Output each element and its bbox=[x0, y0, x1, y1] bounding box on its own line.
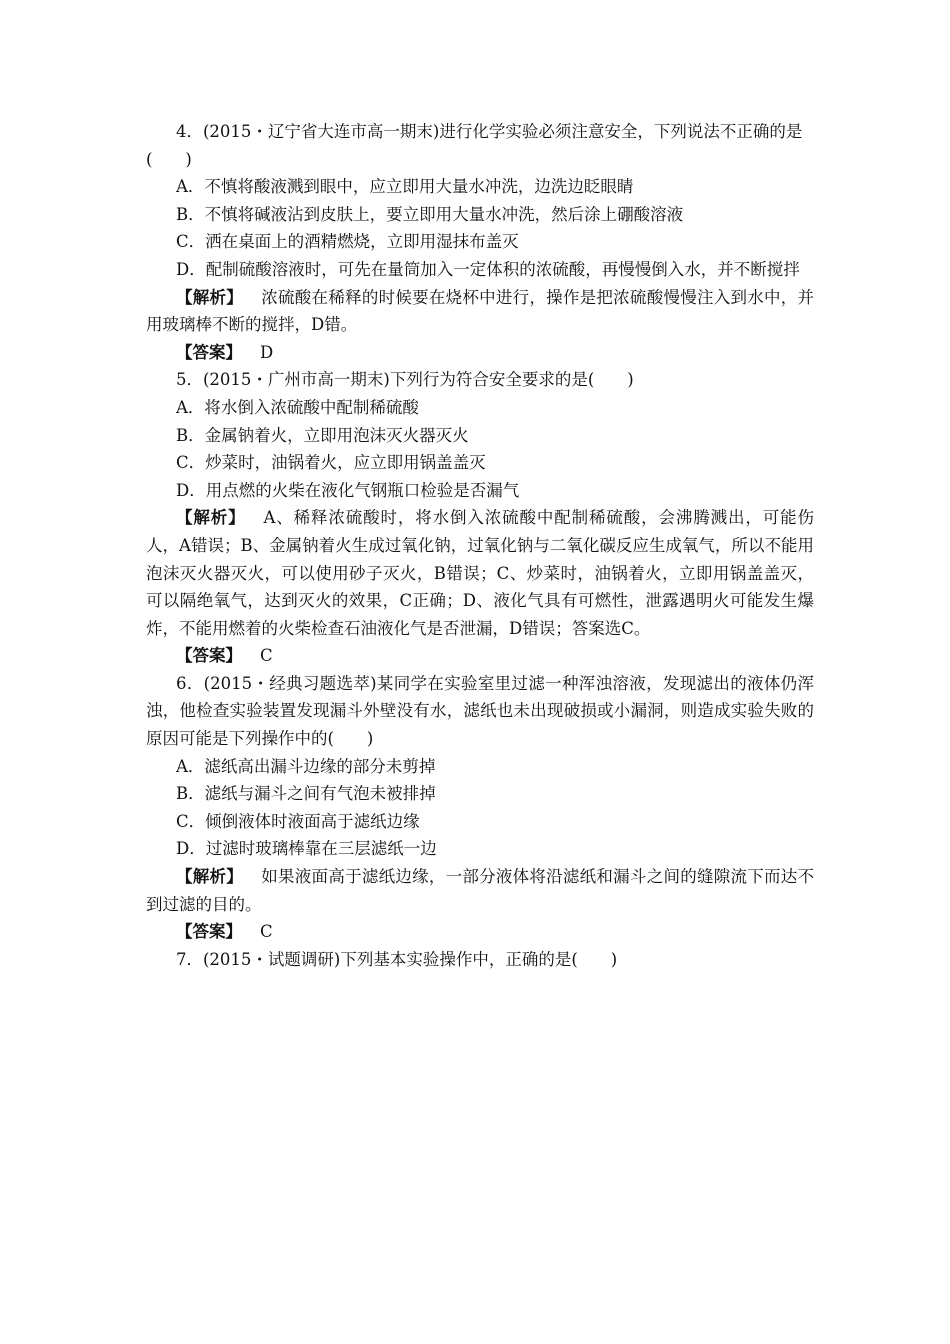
option-d: D．用点燃的火柴在液化气钢瓶口检验是否漏气 bbox=[176, 480, 520, 500]
question-5-stem: 5．(2015・广州市高一期末)下列行为符合安全要求的是( ) bbox=[176, 370, 634, 390]
option-c: C．洒在桌面上的酒精燃烧，立即用湿抹布盖灭 bbox=[176, 232, 519, 252]
document-body bbox=[146, 118, 814, 973]
answer-value: C bbox=[260, 646, 273, 666]
answer-label: 【答案】 bbox=[176, 922, 242, 942]
question-6 bbox=[146, 670, 814, 946]
analysis-block bbox=[146, 504, 814, 642]
answer-label: 【答案】 bbox=[176, 646, 242, 666]
answer-block bbox=[146, 339, 814, 367]
question-4-blank: ( ) bbox=[146, 149, 192, 169]
analysis-text: A、稀释浓硫酸时，将水倒入浓硫酸中配制稀硫酸，会沸腾溅出，可能伤人，A错误；B、金属钠着火生成过氧化钠，过氧化钠与二氧化碳反应生成氧气，所以不能用泡沫灭火器灭火，可以使用砂子灭火，B错误；C、炒菜时，油锅着火，立即用锅盖盖灭，可以隔绝氧气，达到灭火的效果，C正确；D、液化气具有可燃性，泄露遇明火可能发生爆炸，不能用燃着的火柴检查石油液化气是否泄漏，D错误；答案选C。 bbox=[146, 508, 814, 638]
answer-label: 【答案】 bbox=[176, 342, 242, 362]
question-6-stem: 6．(2015・经典习题选萃)某同学在实验室里过滤一种浑浊溶液，发现滤出的液体仍浑浊，他检查实验装置发现漏斗外壁没有水，滤纸也未出现破损或小漏洞，则造成实验失败的原因可能是下列操作中的( ) bbox=[146, 673, 814, 749]
analysis-text: 浓硫酸在稀释的时候要在烧杯中进行，操作是把浓硫酸慢慢注入到水中，并用玻璃棒不断的搅拌，D错。 bbox=[146, 287, 815, 335]
option-a: A．不慎将酸液溅到眼中，应立即用大量水冲洗，边洗边眨眼睛 bbox=[176, 177, 634, 197]
option-c: C．倾倒液体时液面高于滤纸边缘 bbox=[176, 811, 420, 831]
analysis-label: 【解析】 bbox=[176, 287, 244, 307]
analysis-label: 【解析】 bbox=[176, 508, 246, 528]
option-d: D．过滤时玻璃棒靠在三层滤纸一边 bbox=[176, 839, 437, 859]
question-4-stem: 4．(2015・辽宁省大连市高一期末)进行化学实验必须注意安全，下列说法不正确的是 bbox=[176, 122, 803, 141]
question-5 bbox=[146, 366, 814, 670]
answer-block bbox=[146, 918, 814, 946]
question-7-stem: 7．(2015・试题调研)下列基本实验操作中，正确的是( ) bbox=[176, 949, 618, 969]
option-c: C．炒菜时，油锅着火，应立即用锅盖盖灭 bbox=[176, 453, 486, 473]
option-a: A．滤纸高出漏斗边缘的部分未剪掉 bbox=[176, 756, 436, 776]
option-b: B．金属钠着火，立即用泡沫灭火器灭火 bbox=[176, 425, 469, 445]
option-d: D．配制硫酸溶液时，可先在量筒加入一定体积的浓硫酸，再慢慢倒入水，并不断搅拌 bbox=[176, 259, 800, 279]
analysis-block bbox=[146, 863, 814, 918]
answer-block bbox=[146, 642, 814, 670]
analysis-label: 【解析】 bbox=[176, 867, 244, 887]
option-a: A．将水倒入浓硫酸中配制稀硫酸 bbox=[176, 397, 419, 417]
option-b: B．滤纸与漏斗之间有气泡未被排掉 bbox=[176, 784, 436, 804]
answer-value: D bbox=[260, 342, 274, 362]
analysis-block bbox=[146, 284, 814, 339]
answer-value: C bbox=[260, 922, 273, 942]
analysis-text: 如果液面高于滤纸边缘，一部分液体将沿滤纸和漏斗之间的缝隙流下而达不到过滤的目的。 bbox=[146, 867, 815, 914]
question-7 bbox=[146, 946, 814, 974]
question-4 bbox=[146, 118, 814, 366]
option-b: B．不慎将碱液沾到皮肤上，要立即用大量水冲洗，然后涂上硼酸溶液 bbox=[176, 204, 684, 224]
